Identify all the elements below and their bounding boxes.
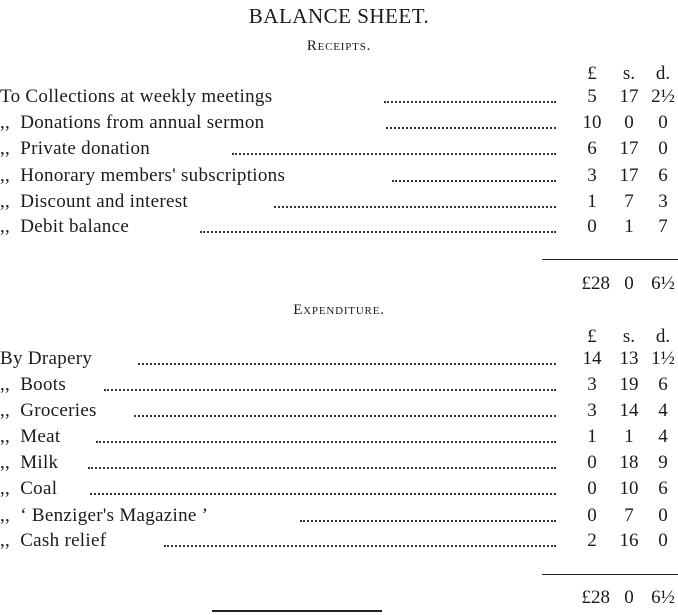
- dotted-leader: [164, 545, 556, 547]
- row-label: ,, Meat: [0, 426, 61, 447]
- pounds-column-header: £: [587, 63, 597, 84]
- row-label: ,, Discount and interest: [0, 191, 188, 212]
- pence-column-header: d.: [655, 63, 671, 84]
- pence-value: 0: [658, 112, 668, 133]
- pounds-value: 14: [582, 348, 602, 369]
- pounds-value: 3: [587, 374, 597, 395]
- expenditure-total-pence: 6½: [651, 587, 675, 608]
- row-label: ,, Milk: [0, 452, 59, 473]
- table-row: [0, 86, 678, 110]
- table-row: [0, 348, 678, 372]
- table-row: [0, 426, 678, 450]
- table-row: [0, 112, 678, 136]
- dotted-leader: [88, 467, 556, 469]
- pounds-value: 0: [587, 505, 597, 526]
- table-row: [0, 400, 678, 424]
- dotted-leader: [104, 389, 556, 391]
- pounds-column-header: £: [587, 326, 597, 347]
- receipts-total-pounds: £28: [581, 273, 610, 294]
- dotted-leader: [96, 441, 556, 443]
- row-label: ,, Donations from annual sermon: [0, 112, 265, 133]
- receipts-column-headers: [0, 63, 678, 85]
- table-row: [0, 478, 678, 502]
- shillings-value: 10: [619, 478, 639, 499]
- receipts-total-shillings: 0: [624, 273, 634, 294]
- dotted-leader: [138, 363, 556, 365]
- table-row: [0, 505, 678, 529]
- table-row: [0, 530, 678, 554]
- dotted-leader: [90, 493, 556, 495]
- pence-value: 2½: [651, 86, 675, 107]
- row-label: ,, Honorary members' subscriptions: [0, 165, 286, 186]
- shillings-value: 16: [619, 530, 639, 551]
- dotted-leader: [384, 101, 556, 103]
- pence-value: 7: [658, 216, 668, 237]
- pounds-value: 3: [587, 165, 597, 186]
- pounds-value: 1: [587, 426, 597, 447]
- shillings-value: 19: [619, 374, 639, 395]
- expenditure-column-headers: [0, 326, 678, 348]
- expenditure-total-pounds: £28: [581, 587, 610, 608]
- shillings-value: 7: [624, 505, 634, 526]
- pence-value: 9: [658, 452, 668, 473]
- shillings-value: 17: [619, 138, 639, 159]
- pounds-value: 0: [587, 216, 597, 237]
- pence-value: 4: [658, 426, 668, 447]
- shillings-value: 0: [624, 112, 634, 133]
- pence-value: 6: [658, 165, 668, 186]
- shillings-value: 7: [624, 191, 634, 212]
- pounds-value: 0: [587, 452, 597, 473]
- closing-rule: [212, 610, 382, 612]
- shillings-value: 1: [624, 426, 634, 447]
- page-title: BALANCE SHEET.: [248, 4, 430, 28]
- table-row: [0, 191, 678, 215]
- dotted-leader: [300, 520, 556, 522]
- table-row: [0, 452, 678, 476]
- pounds-value: 5: [587, 86, 597, 107]
- shillings-value: 17: [619, 165, 639, 186]
- pounds-value: 3: [587, 400, 597, 421]
- dotted-leader: [392, 180, 556, 182]
- dotted-leader: [232, 153, 556, 155]
- pence-value: 0: [658, 530, 668, 551]
- row-label: ,, Cash relief: [0, 530, 107, 551]
- expenditure-total-shillings: 0: [624, 587, 634, 608]
- row-label: ,, Coal: [0, 478, 58, 499]
- shillings-column-header: s.: [622, 63, 636, 84]
- pounds-value: 10: [582, 112, 602, 133]
- shillings-value: 1: [624, 216, 634, 237]
- table-row: [0, 216, 678, 240]
- receipts-total-pence: 6½: [651, 273, 675, 294]
- row-label: ,, Boots: [0, 374, 67, 395]
- pounds-value: 0: [587, 478, 597, 499]
- table-row: [0, 374, 678, 398]
- pence-value: 0: [658, 138, 668, 159]
- shillings-column-header: s.: [622, 326, 636, 347]
- pence-value: 1½: [651, 348, 675, 369]
- shillings-value: 18: [619, 452, 639, 473]
- pence-value: 3: [658, 191, 668, 212]
- expenditure-total-rule: [542, 574, 678, 575]
- dotted-leader: [386, 127, 556, 129]
- pounds-value: 6: [587, 138, 597, 159]
- pounds-value: 2: [587, 530, 597, 551]
- shillings-value: 14: [619, 400, 639, 421]
- dotted-leader: [200, 231, 556, 233]
- table-row: [0, 138, 678, 162]
- row-label: ,, Private donation: [0, 138, 151, 159]
- pence-value: 0: [658, 505, 668, 526]
- pounds-value: 1: [587, 191, 597, 212]
- shillings-value: 13: [619, 348, 639, 369]
- expenditure-heading: Expenditure.: [293, 302, 385, 318]
- dotted-leader: [134, 415, 556, 417]
- shillings-value: 17: [619, 86, 639, 107]
- pence-value: 6: [658, 478, 668, 499]
- pence-value: 6: [658, 374, 668, 395]
- row-label: To Collections at weekly meetings: [0, 86, 273, 107]
- row-label: ,, Groceries: [0, 400, 97, 421]
- receipts-heading: Receipts.: [306, 38, 372, 54]
- receipts-total-row: [0, 273, 678, 297]
- row-label: ,, Debit balance: [0, 216, 130, 237]
- row-label: ,, ‘ Benziger's Magazine ’: [0, 505, 209, 526]
- table-row: [0, 165, 678, 189]
- pence-value: 4: [658, 400, 668, 421]
- expenditure-total-row: [0, 587, 678, 611]
- dotted-leader: [274, 206, 556, 208]
- receipts-total-rule: [542, 259, 678, 260]
- pence-column-header: d.: [655, 326, 671, 347]
- row-label: By Drapery: [0, 348, 93, 369]
